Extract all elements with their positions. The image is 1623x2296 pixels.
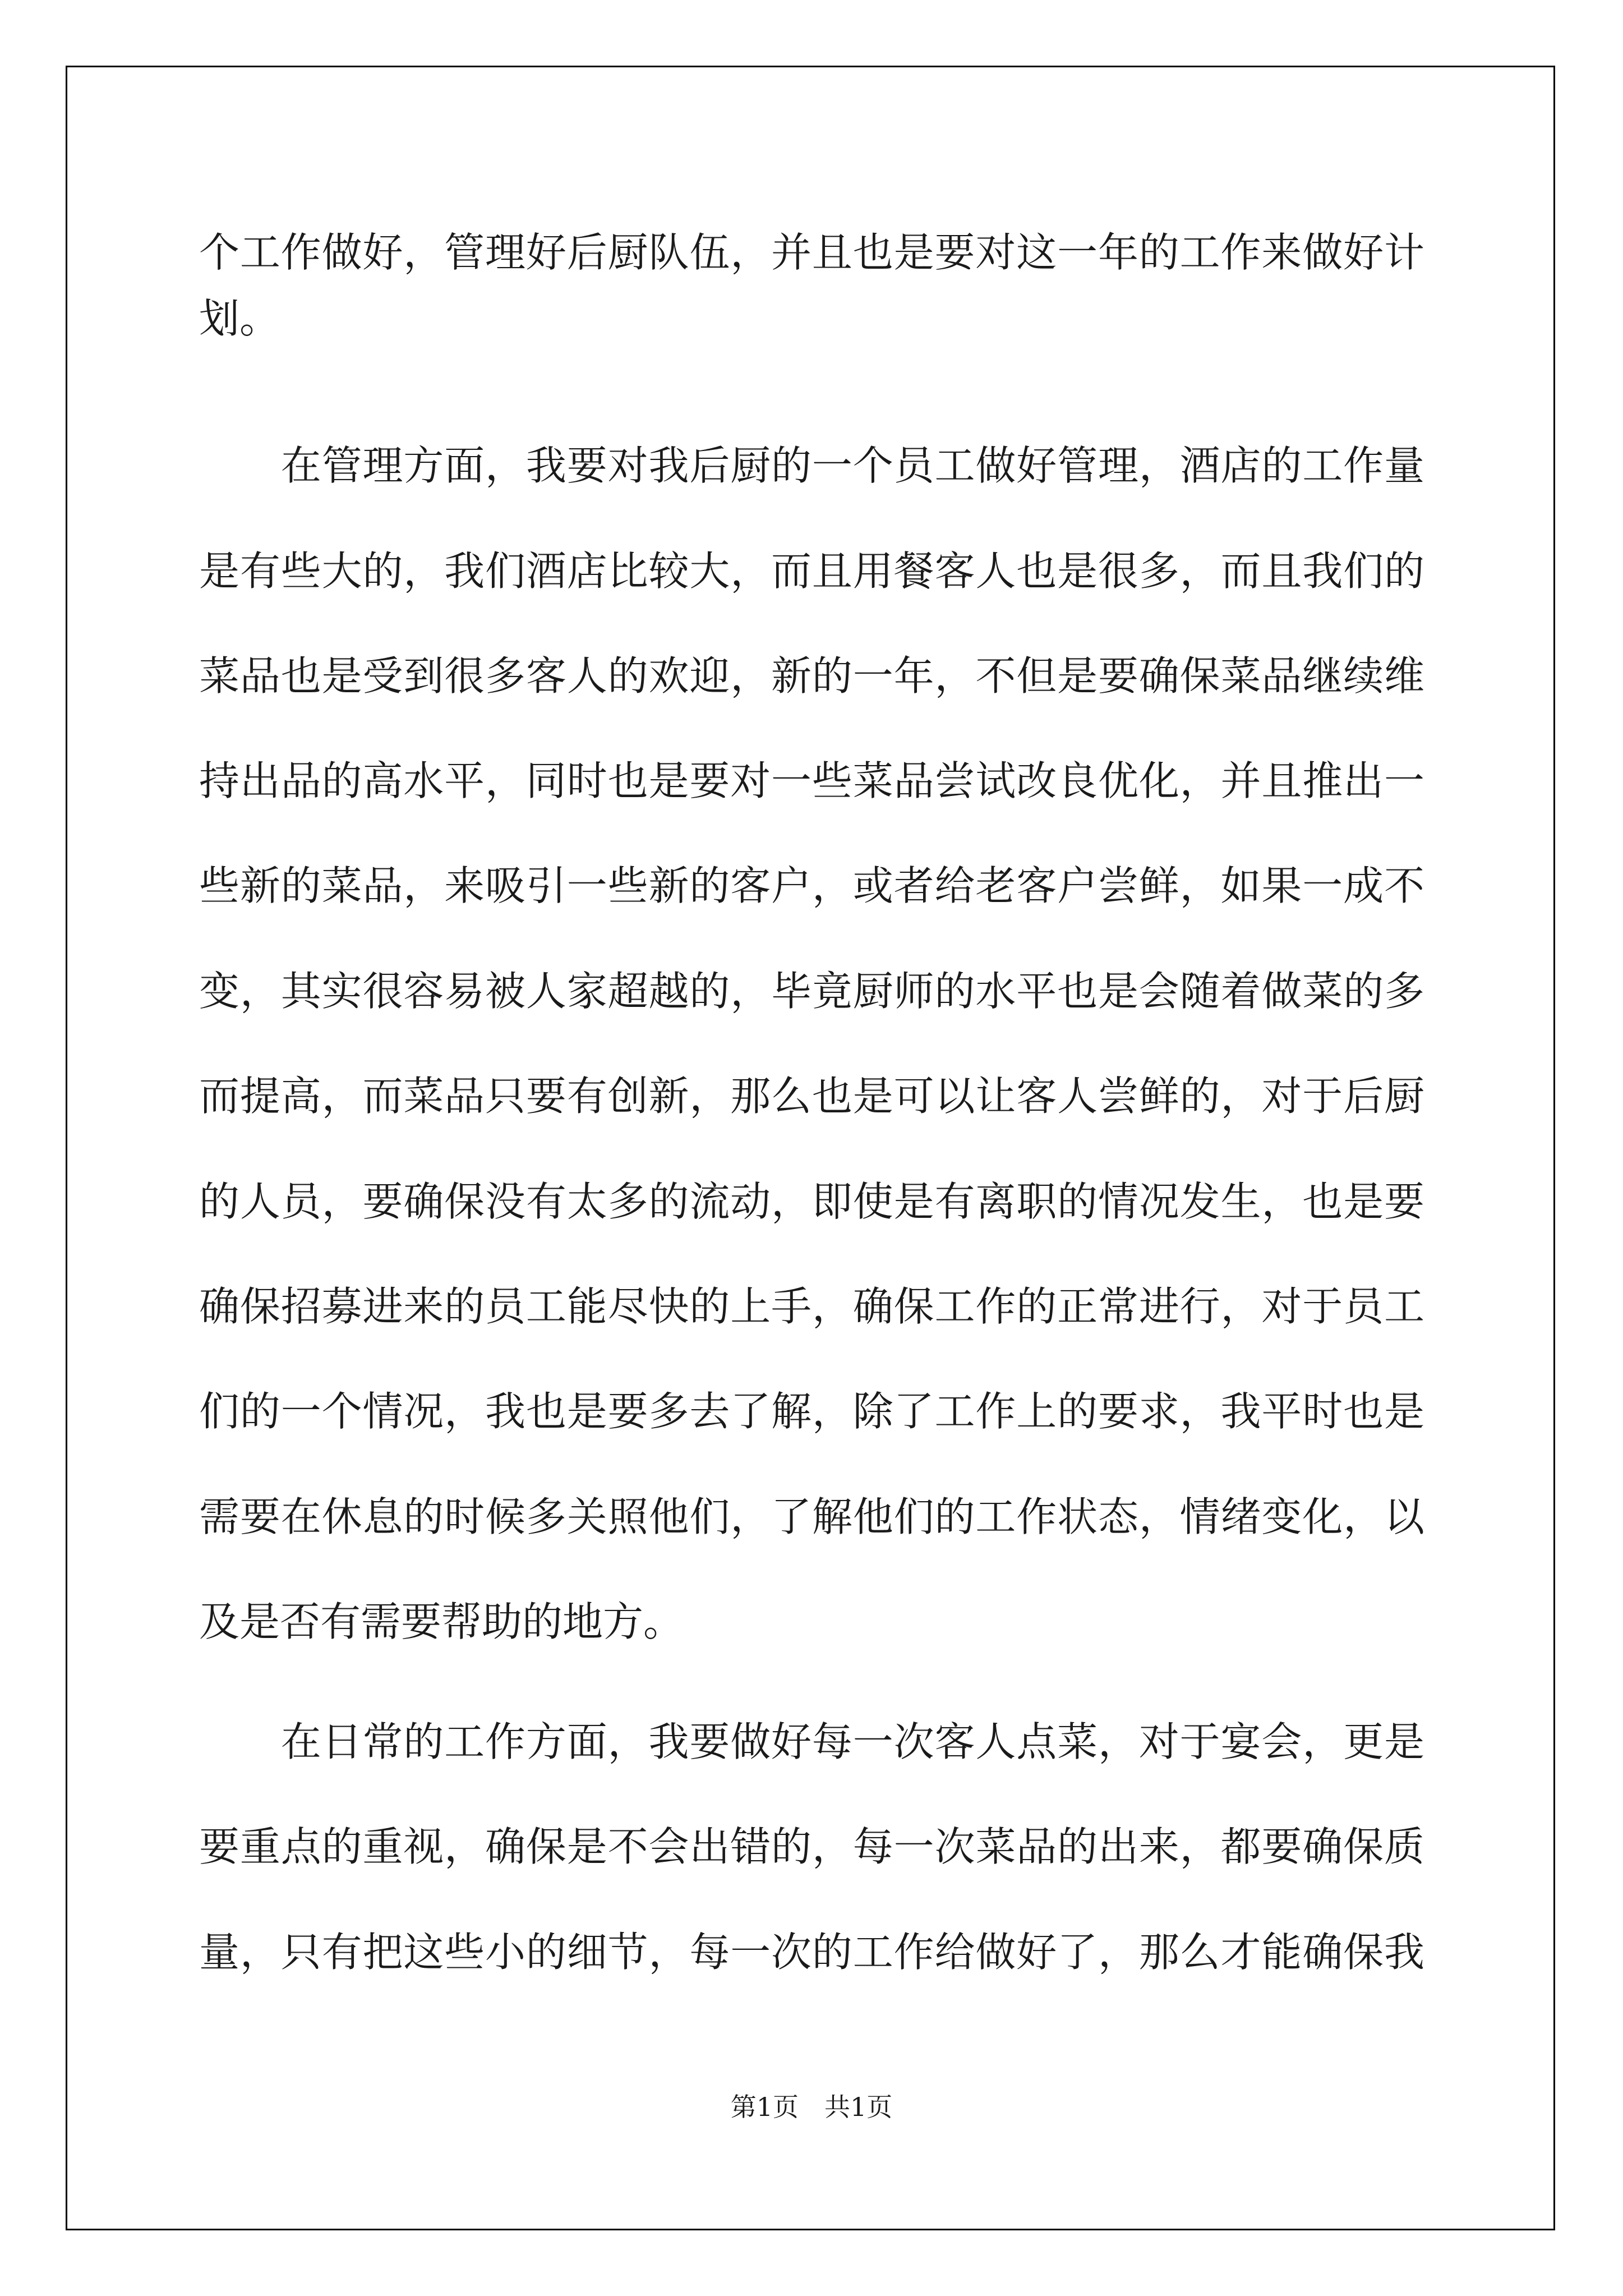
body-line-4: 是有些大的，我们酒店比较大，而且用餐客人也是很多，而且我们的 [199,547,1424,595]
body-line-1: 个工作做好，管理好后厨队伍，并且也是要对这一年的工作来做好计 [199,229,1424,276]
body-line-12: 们的一个情况，我也是要多去了解，除了工作上的要求，我平时也是 [199,1388,1424,1435]
body-line-15: 在日常的工作方面，我要做好每一次客人点菜，对于宴会，更是 [199,1718,1424,1765]
body-line-5: 菜品也是受到很多客人的欢迎，新的一年，不但是要确保菜品继续维 [199,652,1424,700]
body-line-8: 变，其实很容易被人家超越的，毕竟厨师的水平也是会随着做菜的多 [199,968,1424,1015]
body-line-7: 些新的菜品，来吸引一些新的客户，或者给老客户尝鲜，如果一成不 [199,862,1424,909]
body-line-11: 确保招募进来的员工能尽快的上手，确保工作的正常进行，对于员工 [199,1283,1424,1330]
body-line-17: 量，只有把这些小的细节，每一次的工作给做好了，那么才能确保我 [199,1929,1424,1976]
body-line-13: 需要在休息的时候多关照他们，了解他们的工作状态，情绪变化，以 [199,1493,1424,1540]
page-footer: 第1页 共1页 [730,2092,893,2122]
body-line-9: 而提高，而菜品只要有创新，那么也是可以让客人尝鲜的，对于后厨 [199,1073,1424,1120]
body-line-3: 在管理方面，我要对我后厨的一个员工做好管理，酒店的工作量 [199,442,1424,489]
body-line-6: 持出品的高水平，同时也是要对一些菜品尝试改良优化，并且推出一 [199,757,1424,804]
body-line-2: 划。 [199,295,280,342]
body-line-10: 的人员，要确保没有太多的流动，即使是有离职的情况发生，也是要 [199,1178,1424,1225]
body-line-14: 及是否有需要帮助的地方。 [199,1598,684,1645]
body-line-16: 要重点的重视，确保是不会出错的，每一次菜品的出来，都要确保质 [199,1823,1424,1870]
page-border [66,66,1555,2230]
